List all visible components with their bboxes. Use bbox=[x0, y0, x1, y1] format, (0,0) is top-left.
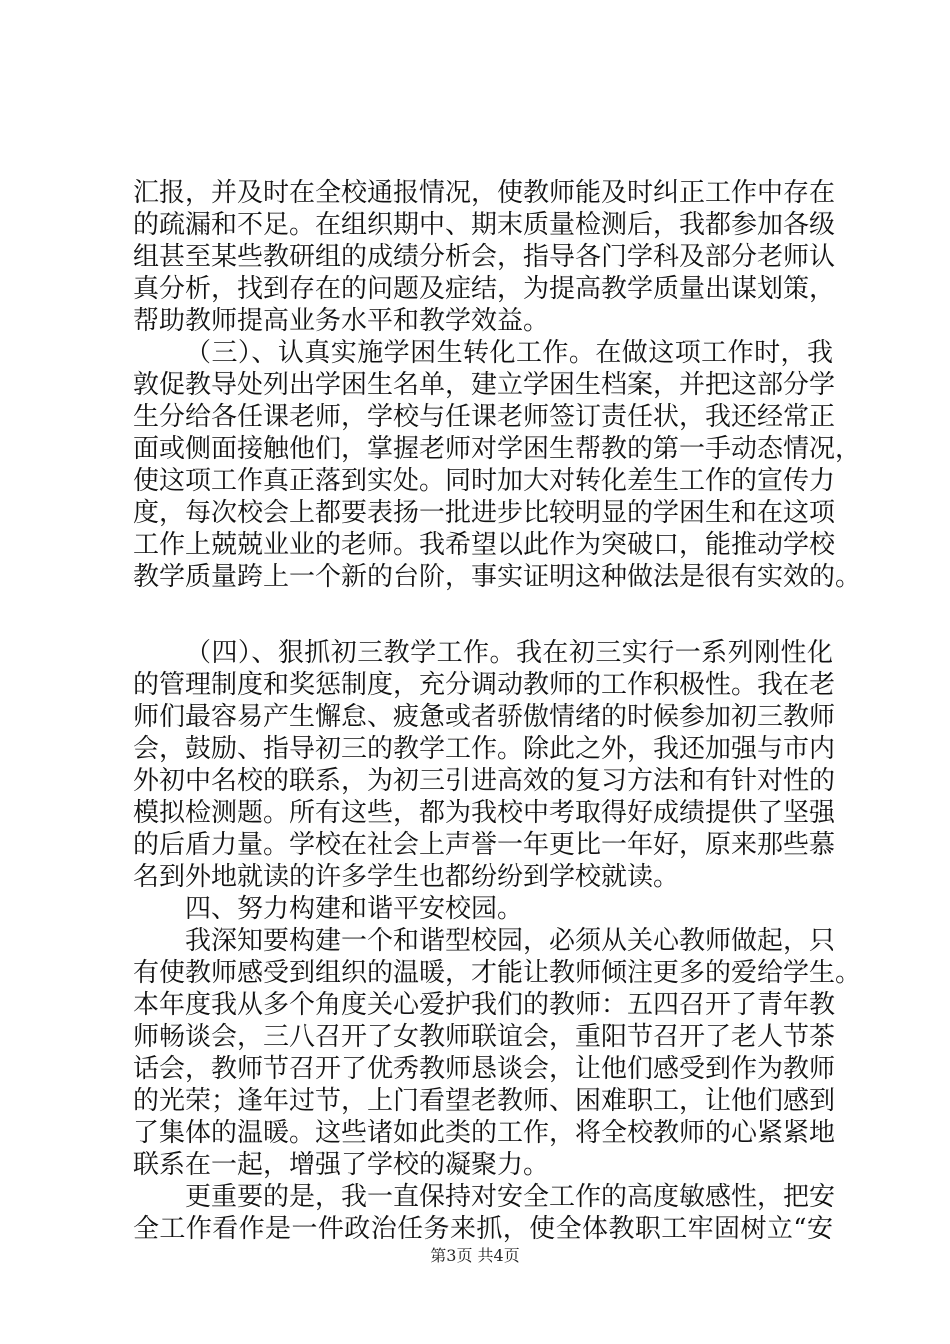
paragraph-line: 会，鼓励、指导初三的教学工作。除此之外，我还加强与市内 bbox=[133, 734, 836, 764]
paragraph-line: （三）、认真实施学困生转化工作。在做这项工作时，我 bbox=[185, 338, 833, 368]
paragraph-line: 模拟检测题。所有这些，都为我校中考取得好成绩提供了坚强 bbox=[133, 798, 836, 828]
paragraph-line: 工作上兢兢业业的老师。我希望以此作为突破口，能推动学校 bbox=[133, 530, 836, 560]
section-heading: 四、努力构建和谐平安校园。 bbox=[185, 894, 524, 924]
paragraph-line: 的疏漏和不足。在组织期中、期末质量检测后，我都参加各级 bbox=[133, 210, 836, 240]
paragraph-line: 的管理制度和奖惩制度，充分调动教师的工作积极性。我在老 bbox=[133, 670, 836, 700]
paragraph-line: 组甚至某些教研组的成绩分析会，指导各门学科及部分老师认 bbox=[133, 242, 836, 272]
page-number-footer: 第3页 共4页 bbox=[430, 1246, 520, 1265]
paragraph-line: 生分给各任课老师，学校与任课老师签订责任状，我还经常正 bbox=[133, 402, 836, 432]
paragraph-line: 的后盾力量。学校在社会上声誉一年更比一年好，原来那些慕 bbox=[133, 830, 836, 860]
paragraph-line: 全工作看作是一件政治任务来抓，使全体教职工牢固树立“安 bbox=[133, 1214, 833, 1244]
paragraph-line: 师们最容易产生懈怠、疲惫或者骄傲情绪的时候参加初三教师 bbox=[133, 702, 836, 732]
paragraph-line: 名到外地就读的许多学生也都纷纷到学校就读。 bbox=[133, 862, 680, 892]
paragraph-line: 度，每次校会上都要表扬一批进步比较明显的学困生和在这项 bbox=[133, 498, 836, 528]
paragraph-line: 帮助教师提高业务水平和教学效益。 bbox=[133, 306, 550, 336]
paragraph-line: 了集体的温暖。这些诸如此类的工作，将全校教师的心紧紧地 bbox=[133, 1118, 836, 1148]
paragraph-line: 师畅谈会，三八召开了女教师联谊会，重阳节召开了老人节茶 bbox=[133, 1022, 836, 1052]
paragraph-line: 敦促教导处列出学困生名单，建立学困生档案，并把这部分学 bbox=[133, 370, 836, 400]
paragraph-line: 我深知要构建一个和谐型校园，必须从关心教师做起，只 bbox=[185, 926, 836, 956]
paragraph-line: 的光荣；逢年过节，上门看望老教师、困难职工，让他们感到 bbox=[133, 1086, 836, 1116]
paragraph-line: 面或侧面接触他们，掌握老师对学困生帮教的第一手动态情况， bbox=[133, 434, 862, 464]
paragraph-line: （四）、狠抓初三教学工作。我在初三实行一系列刚性化 bbox=[185, 638, 833, 668]
paragraph-line: 真分析，找到存在的问题及症结，为提高教学质量出谋划策， bbox=[133, 274, 836, 304]
paragraph-line: 更重要的是，我一直保持对安全工作的高度敏感性，把安 bbox=[185, 1182, 836, 1212]
paragraph-line: 联系在一起，增强了学校的凝聚力。 bbox=[133, 1150, 550, 1180]
paragraph-line: 教学质量跨上一个新的台阶，事实证明这种做法是很有实效的。 bbox=[133, 562, 862, 592]
paragraph-line: 话会，教师节召开了优秀教师恳谈会，让他们感受到作为教师 bbox=[133, 1054, 836, 1084]
paragraph-line: 外初中名校的联系，为初三引进高效的复习方法和有针对性的 bbox=[133, 766, 836, 796]
paragraph-line: 有使教师感受到组织的温暖，才能让教师倾注更多的爱给学生。 bbox=[133, 958, 862, 988]
paragraph-line: 汇报，并及时在全校通报情况，使教师能及时纠正工作中存在 bbox=[133, 178, 836, 208]
paragraph-line: 使这项工作真正落到实处。同时加大对转化差生工作的宣传力 bbox=[133, 466, 836, 496]
paragraph-line: 本年度我从多个角度关心爱护我们的教师：五四召开了青年教 bbox=[133, 990, 836, 1020]
